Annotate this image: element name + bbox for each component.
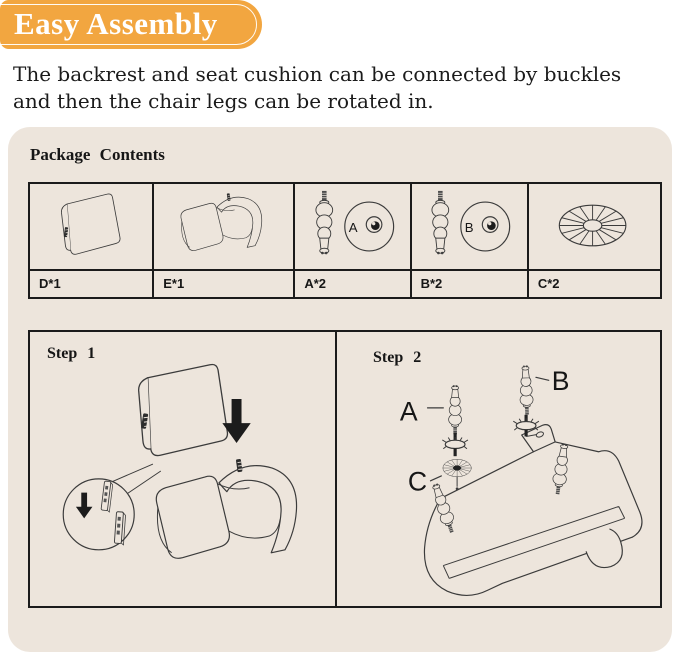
step2-label-b: B bbox=[551, 366, 570, 397]
leader-line-b bbox=[536, 377, 549, 380]
seat-illustration bbox=[154, 184, 293, 269]
attached-leg-left bbox=[429, 482, 458, 534]
washer-illustration bbox=[529, 184, 660, 269]
description-line-1: The backrest and seat cushion can be connected by buckles bbox=[13, 62, 622, 86]
part-label-d: D*1 bbox=[30, 269, 152, 297]
part-label-c: C*2 bbox=[529, 269, 660, 297]
description-text bbox=[13, 61, 668, 115]
header-banner bbox=[0, 0, 262, 49]
leg-b-illustration bbox=[412, 184, 527, 269]
circle-letter-a: A bbox=[349, 219, 358, 235]
leg-b-assembly bbox=[513, 365, 539, 436]
part-cell-b bbox=[412, 184, 529, 297]
part-label-b: B*2 bbox=[412, 269, 527, 297]
step2-label-c: C bbox=[407, 466, 428, 497]
step-2-diagram bbox=[337, 332, 660, 606]
backrest-wedge-illustration bbox=[30, 184, 152, 269]
part-cell-c bbox=[529, 184, 660, 297]
description-line-2: and then the chair legs can be rotated in. bbox=[13, 89, 434, 113]
part-cell-e bbox=[154, 184, 295, 297]
leader-line-c bbox=[430, 476, 441, 481]
leg-a-assembly bbox=[442, 385, 471, 490]
flipped-seat-illustration bbox=[424, 425, 642, 596]
package-contents-title: Package Contents bbox=[30, 145, 165, 164]
step-1-box bbox=[28, 330, 336, 608]
buckle-detail-callout bbox=[63, 464, 161, 550]
part-cell-d bbox=[30, 184, 154, 297]
step-1-title: Step 1 bbox=[47, 345, 96, 362]
backrest-drop-illustration bbox=[136, 362, 229, 458]
step-2-box bbox=[336, 330, 662, 608]
circle-letter-b: B bbox=[464, 219, 474, 235]
step2-label-a: A bbox=[399, 396, 418, 427]
leg-a-illustration bbox=[295, 184, 409, 269]
step-1-diagram bbox=[30, 332, 335, 606]
seat-target-illustration bbox=[156, 459, 296, 558]
assembly-steps bbox=[28, 330, 662, 608]
instruction-panel bbox=[8, 127, 672, 652]
attached-leg-right bbox=[551, 443, 571, 495]
step-2-title: Step 2 bbox=[373, 349, 422, 366]
part-label-a: A*2 bbox=[295, 269, 409, 297]
page-title: Easy Assembly bbox=[14, 6, 218, 41]
package-contents-table bbox=[28, 182, 662, 299]
part-label-e: E*1 bbox=[154, 269, 293, 297]
part-cell-a bbox=[295, 184, 411, 297]
